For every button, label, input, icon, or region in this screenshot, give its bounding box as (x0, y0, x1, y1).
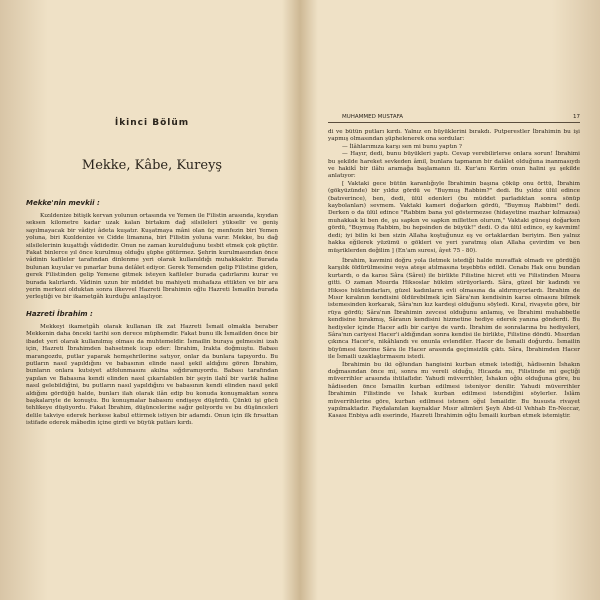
paragraph: di ve bütün putları kırdı. Yalnız en büyüklerini bırakdı. Putperestler İbrahimin bu işi yapmış olmasından şüphelenerek ona sordular: (328, 129, 580, 143)
paragraph: Mekkeyi ikametgâh olarak kullanan ilk zat Hazreti İsmail olmakla beraber Mekkenin daha önceki tarihi son derece müphemdir. Fakat bunu ilk İsmailden önce bir ibadet yeri olarak kullanılmış olması da muhtemeldir. İsmailin buraya gelmesini izah için, Hazreti İbrahimden bahsetmek icap eder: İbrahim, Irakta doğmuştu. Babası marangozdu, putlar yaparak hemşehrilerine satıyor, onlar da bunlara tapıyordu. Bu putların nasıl yapıldığını ve babasının elinde nasıl şekil aldığını gören İbrahim, bunların onlara kutsiyet atfolunmasını akılna sığdıramıyordu. Babası tarafından yapılan ve Babasına kendi elinden nasıl çıkarılabilen bir şeyin ilahî bir varlık haline nasıl gelebildiğini, bu putların nasıl yapıldığını ve babasının kendi elinden nasıl şekil aldığını gördüğü halde, bunları ilah olarak ilân edip bu konuda konuşmaktan sonra başkalarıyle de konuştu. Bu konuşmalar babasını endişeye düşürdü. Çünkü işi gücü tehlikeye düşüyordu. Fakat İbrahim, düşüncelerine sağır geliyordu ve bu düşünceleri delile takviye ederek herkese kabul ettirmek istiyen bir adamdı. Onun için ilk fırsattan istifade ederek mâbedin içine girdi ve büyük putları kırdı. (26, 323, 278, 427)
running-header (328, 114, 580, 123)
page-number: 17 (573, 114, 580, 120)
paragraph: Kızıldenize bitişik kervan yolunun ortasında ve Yemen ile Filistin arasında, kıyıdan seksen kilometre kadar uzak kalan birtakım dağ silsileleri yükselir ve geniş sayılmayacak bir vâdiyi âdeta kuşatır. Kuşatmaya mâni olan üç menfezin biri Yemen yoluna, biri Kızıldenize ve Cidde limanına, biri Filistin yoluna varır. Mekke, bu dağ silsilelerinin kuşattığı vâdidedir. Onun ne zaman kurulduğunu tesbit etmek çok güçtür. Fakat binlerce yıl önce kurulmuş olduğu şüphe götürmez. Şehrin kurulmasından önce vâdinin kafileler tarafından dinlenme yeri olarak kullanıldığı muhakkaktır. Burada bulunan kuyular ve pınarlar buna delâlet ediyor. Gerek Yemenden gelip Filistine giden, gerek Filistinden gelip Yemene gitmek isteyen kafileler burada çadırlarını kurar ve burada kalırlardı. Vâdinin uzun bir müddet bu mahiyeti muhafaza ettikten ve bir ara yerin merkezi olduktan sonra ilkevvel Hazreti İbrahimin oğlu Hazreti İsmailin burada yerleştiği ve bir ikametgâh kurduğu anlaşılıyor. (26, 213, 278, 301)
section-heading-mekke: Mekke'nin mevkii : (26, 199, 100, 207)
dialogue-line: — İlâhlarımıza karşı sen mi bunu yaptın ? (342, 143, 462, 150)
chapter-title: Mekke, Kâbe, Kureyş (81, 158, 223, 173)
section-heading-ibrahim: Hazreti İbrahim : (26, 309, 93, 318)
chapter-heading: İkinci Bölüm (114, 118, 190, 128)
running-title: MUHAMMED MUSTAFA (342, 114, 403, 120)
right-page (300, 0, 600, 600)
quote-block: [ Vaktaki gece bütün karanlığıyle İbrahimin başına çöküp onu örttü, İbrahim (gökyüzünde) bir yıldız gördü ve "Buymuş Rabbim?" dedi. Bu yıldız ülül edince (batıverince), ben, dedi, ülül edenleri (bu müddet parladıktan sonra sönüp kaybolanları) sevmem. Vaktaki kameri doğarken gördü, "Buymuş Rabbim!" dedi. Derken o da ülül edince "Rabbim bana yol göstermezse (hidayetine mazhar kılmazsa) muhakkak ki ben de, şu sapkın ve sapkın milletten olurum," Vaktaki güneşi doğarken gördü, "Buymuş Rabbim, bu hepsinden de büyük!" dedi. O da ülül edince, ey kavmim! dedi; iyi bilin ki ben sizin Allaha koştuğunuz eş ve ortaklardan beriyim. Ben yalnız hakka eğilerek yüzümü o gökleri ve yeri yaratmış olan Allaha çevirdim ve ben müşriklerden değilim ] (En'am suresi, âyet 75 - 80). (328, 180, 580, 254)
paragraph: İbrahimin bu iki oğlundan hangisini kurban etmek istediği, hâdisenin İshakın doğmasından önce mi, sonra mı vereli olduğu, Hicazda mı, Filistinde mi geçtiği müverrihler arasında ihtilaflıdır. Yahudi müverrihler, İshakın oğlu olduğuna göre, bu hâdiseden önce İsmailin kurban edilmesi isteniyor denilir. Yahudi müverrihler İbrahimin Filistinde ve İshak kurban edilmesi istendiğini söylerler. İslâm müverrihlerine göre, kurban edilmesi istenen oğul İsmaildir. Bu hususta rivayet yapılmaktadır. Faydalanılan kaynaklar Mısır alimleri Şeyh Abd-ül Vehhab En-Neccar, Kasası Enbiya adlı eserinde, Hazreti İbrahimin oğlu İsmaili kurban etmek istemiştir. (328, 361, 580, 420)
dialogue-line: — Hayır, dedi, bunu büyükleri yaptı. Cevap verebilirlerse onlara sorun! İbrahimi bu şekilde hareket sevkeden âmil, bunlara tapmanın bir dalâlet olduğuna inanmasıydı ve hakikî bir ilâhı aramağa başlamanın ili. Kur'anı Kerim onun halini şu şekilde anlatıyor: (328, 151, 580, 180)
paragraph: İbrahim, kavmini doğru yola iletmek istediği halde muvaffak olmadı ve gördüğü karşılık öldürülmesine veya ateşe atılmasına teşebbüs edildi. Cenabı Hak onu bundan kurtardı, o da karısı Sâra (Sârei) ile birlikte Filistine hicret etti ve Filistinden Mısıra gitti. O zaman Mısırda Hiksoslar hüküm sürüyorlardı. Sâra, güzel bir kadındı ve Hiksos hükümdarları, güzel kadınların evli olmasına da aldırmıyorlardı. İbrahim de Mısır kıralının kendisini öldürebilmek için Sâra'nın kendisinin karısı olmasını bilmek istemesinden korkarak, Sâra'nın kız kardeşi olduğunu söyledi. Kıral, rivayete göre, bir rüya gördü; Sâra'nın İbrahimin zevcesi olduğunu anlamış, ve İbrahimi muhabbetle kendisine bırakmış, Sâranın kendisini hizmetine hediye ederek yanına gönderdi. Bu hediyeler içinde Hacer adlı bir cariye de vardı. İbrahim de sonralarına bu hediyeleri, Sâra'nın cariyesi Hacer'i aldığından sonra kendisi ile birlikte, Filistine döndü. Mısırdan çıkınca Hacer'e, nikâhlandı ve onunla evlendiler. Hacer de İsmaili doğurdu. İsmailin büyümesi üzerine Sâra ile Hacer arasında geçimsizlik çıktı. Sâra, İbrahimden Hacer ile İsmaili uzaklaştırmasını istedi. (328, 257, 580, 361)
